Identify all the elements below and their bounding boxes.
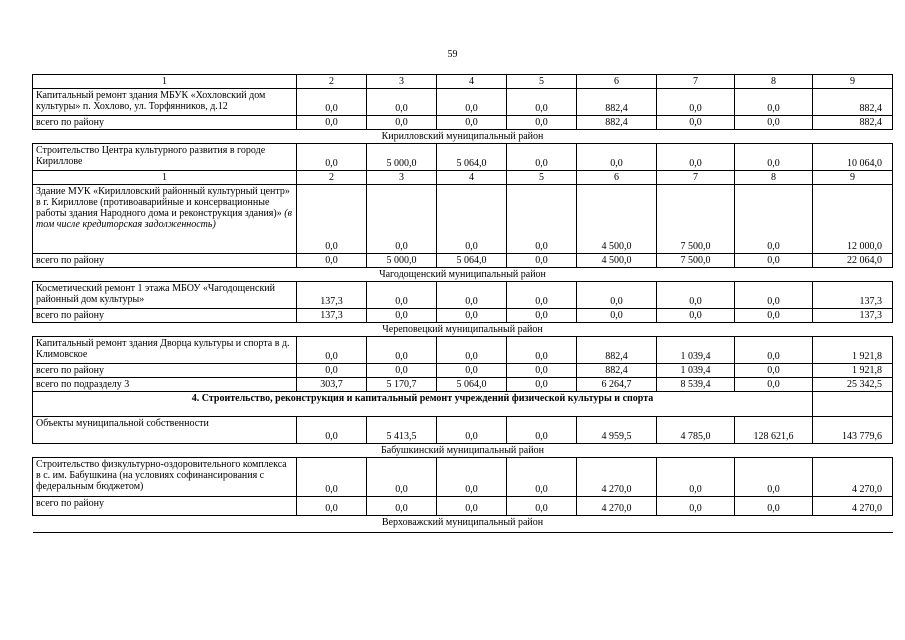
value-cell: 0,0 xyxy=(507,458,577,497)
column-number: 4 xyxy=(437,75,507,89)
value-cell: 5 170,7 xyxy=(367,378,437,392)
row-name-text: Капитальный ремонт здания Дворца культуры и спорта в д. Климовское xyxy=(36,338,290,360)
value-cell: 0,0 xyxy=(297,497,367,516)
value-cell: 0,0 xyxy=(507,89,577,116)
value-cell: 0,0 xyxy=(297,144,367,171)
value-cell: 4 959,5 xyxy=(577,417,657,444)
row-name-text: Объекты муниципальной собственности xyxy=(36,418,209,429)
value-cell: 0,0 xyxy=(367,497,437,516)
district-row xyxy=(33,516,893,533)
row-name-text: всего по подразделу 3 xyxy=(36,379,130,390)
column-number: 4 xyxy=(437,171,507,185)
value-cell: 0,0 xyxy=(657,309,735,323)
column-number: 1 xyxy=(33,75,297,89)
value-cell: 0,0 xyxy=(735,185,813,254)
value-cell: 7 500,0 xyxy=(657,185,735,254)
value-cell: 0,0 xyxy=(297,458,367,497)
row-name-text: всего по району xyxy=(36,310,105,321)
row-name xyxy=(33,144,297,171)
column-number: 9 xyxy=(813,75,893,89)
value-cell: 4 270,0 xyxy=(577,458,657,497)
district-row xyxy=(33,130,893,144)
value-cell: 0,0 xyxy=(507,144,577,171)
value-cell: 0,0 xyxy=(367,309,437,323)
value-cell: 882,4 xyxy=(813,89,893,116)
value-cell: 0,0 xyxy=(507,309,577,323)
table-row xyxy=(33,364,893,378)
value-cell: 0,0 xyxy=(297,89,367,116)
district-name: Верховажский муниципальный район xyxy=(33,516,893,533)
value-cell: 137,3 xyxy=(813,309,893,323)
column-number: 2 xyxy=(297,171,367,185)
value-cell: 0,0 xyxy=(437,337,507,364)
value-cell: 12 000,0 xyxy=(813,185,893,254)
row-name xyxy=(33,89,297,116)
value-cell: 0,0 xyxy=(437,282,507,309)
table-row xyxy=(33,89,893,116)
value-cell: 0,0 xyxy=(657,89,735,116)
value-cell: 137,3 xyxy=(813,282,893,309)
value-cell: 0,0 xyxy=(367,89,437,116)
district-name: Чагодощенский муниципальный район xyxy=(33,268,893,282)
value-cell: 137,3 xyxy=(297,282,367,309)
value-cell: 0,0 xyxy=(507,185,577,254)
value-cell: 882,4 xyxy=(577,89,657,116)
value-cell: 0,0 xyxy=(657,497,735,516)
value-cell: 143 779,6 xyxy=(813,417,893,444)
value-cell: 0,0 xyxy=(507,417,577,444)
row-name xyxy=(33,458,297,497)
value-cell: 0,0 xyxy=(437,364,507,378)
value-cell: 0,0 xyxy=(507,254,577,268)
value-cell: 8 539,4 xyxy=(657,378,735,392)
value-cell: 0,0 xyxy=(735,309,813,323)
row-name-text: всего по району xyxy=(36,498,105,509)
value-cell: 0,0 xyxy=(367,364,437,378)
value-cell: 0,0 xyxy=(297,417,367,444)
value-cell: 128 621,6 xyxy=(735,417,813,444)
value-cell: 0,0 xyxy=(437,417,507,444)
column-number-row xyxy=(33,171,893,185)
value-cell: 0,0 xyxy=(297,364,367,378)
column-number: 1 xyxy=(33,171,297,185)
value-cell: 6 264,7 xyxy=(577,378,657,392)
district-name: Череповецкий муниципальный район xyxy=(33,323,893,337)
page-number: 59 xyxy=(447,49,458,60)
district-row xyxy=(33,323,893,337)
value-cell: 882,4 xyxy=(577,116,657,130)
column-number: 3 xyxy=(367,75,437,89)
row-name xyxy=(33,417,297,444)
value-cell: 0,0 xyxy=(657,116,735,130)
value-cell: 25 342,5 xyxy=(813,378,893,392)
value-cell: 0,0 xyxy=(735,364,813,378)
value-cell: 0,0 xyxy=(367,185,437,254)
value-cell: 0,0 xyxy=(507,337,577,364)
value-cell: 1 039,4 xyxy=(657,364,735,378)
row-name xyxy=(33,185,297,254)
column-number: 7 xyxy=(657,75,735,89)
table-row xyxy=(33,116,893,130)
column-number: 6 xyxy=(577,75,657,89)
value-cell: 0,0 xyxy=(735,254,813,268)
value-cell: 0,0 xyxy=(735,458,813,497)
value-cell: 5 000,0 xyxy=(367,254,437,268)
row-name xyxy=(33,378,297,392)
value-cell: 0,0 xyxy=(437,89,507,116)
table-row xyxy=(33,144,893,171)
table-row xyxy=(33,378,893,392)
row-note: (в том числе кредиторская задолженность) xyxy=(36,208,292,230)
table-row xyxy=(33,497,893,516)
value-cell: 5 000,0 xyxy=(367,144,437,171)
value-cell: 0,0 xyxy=(735,116,813,130)
value-cell: 0,0 xyxy=(297,185,367,254)
row-name xyxy=(33,497,297,516)
value-cell: 0,0 xyxy=(437,116,507,130)
column-number: 5 xyxy=(507,171,577,185)
column-number: 6 xyxy=(577,171,657,185)
value-cell: 10 064,0 xyxy=(813,144,893,171)
row-name xyxy=(33,337,297,364)
row-name-text: Строительство Центра культурного развития в городе Кириллове xyxy=(36,145,266,167)
column-number: 7 xyxy=(657,171,735,185)
value-cell: 0,0 xyxy=(437,185,507,254)
value-cell: 882,4 xyxy=(813,116,893,130)
value-cell: 0,0 xyxy=(297,116,367,130)
value-cell: 0,0 xyxy=(577,309,657,323)
value-cell: 0,0 xyxy=(735,144,813,171)
value-cell: 0,0 xyxy=(297,337,367,364)
value-cell: 0,0 xyxy=(437,309,507,323)
value-cell: 22 064,0 xyxy=(813,254,893,268)
value-cell: 4 270,0 xyxy=(813,497,893,516)
value-cell: 0,0 xyxy=(657,458,735,497)
value-cell: 4 500,0 xyxy=(577,185,657,254)
value-cell: 5 064,0 xyxy=(437,144,507,171)
value-cell: 0,0 xyxy=(507,497,577,516)
value-cell: 1 921,8 xyxy=(813,337,893,364)
value-cell: 0,0 xyxy=(507,378,577,392)
value-cell: 882,4 xyxy=(577,337,657,364)
value-cell: 0,0 xyxy=(437,497,507,516)
row-name xyxy=(33,364,297,378)
district-row xyxy=(33,444,893,458)
column-number: 8 xyxy=(735,171,813,185)
row-name-text: всего по району xyxy=(36,365,105,376)
value-cell: 4 270,0 xyxy=(813,458,893,497)
value-cell: 0,0 xyxy=(437,458,507,497)
value-cell: 7 500,0 xyxy=(657,254,735,268)
table-row xyxy=(33,417,893,444)
value-cell: 4 500,0 xyxy=(577,254,657,268)
value-cell: 4 785,0 xyxy=(657,417,735,444)
value-cell: 0,0 xyxy=(735,89,813,116)
row-name-text: Капитальный ремонт здания МБУК «Хохловский дом культуры» п. Хохлово, ул. Торфянников, д.12 xyxy=(36,90,266,112)
value-cell: 0,0 xyxy=(735,282,813,309)
budget-table xyxy=(32,74,893,533)
value-cell: 0,0 xyxy=(297,254,367,268)
value-cell: 0,0 xyxy=(507,364,577,378)
section-row xyxy=(33,392,893,417)
row-name-text: Строительство физкультурно-оздоровительного комплекса в с. им. Бабушкина (на условиях софинансирования с федеральным бюджетом) xyxy=(36,459,287,492)
column-number: 3 xyxy=(367,171,437,185)
table-row xyxy=(33,337,893,364)
value-cell: 4 270,0 xyxy=(577,497,657,516)
value-cell: 0,0 xyxy=(367,337,437,364)
district-name: Бабушкинский муниципальный район xyxy=(33,444,893,458)
row-name-text: Здание МУК «Кирилловский районный культурный центр» в г. Кириллове (противоаварийные и консервационные работы здания Народного дома и реконструкция здания)» xyxy=(36,186,290,219)
row-name xyxy=(33,254,297,268)
table-row xyxy=(33,309,893,323)
table-row xyxy=(33,185,893,254)
value-cell: 0,0 xyxy=(507,116,577,130)
row-name xyxy=(33,116,297,130)
value-cell: 0,0 xyxy=(507,282,577,309)
value-cell: 0,0 xyxy=(735,378,813,392)
table-row xyxy=(33,282,893,309)
value-cell: 1 921,8 xyxy=(813,364,893,378)
column-number: 5 xyxy=(507,75,577,89)
value-cell: 0,0 xyxy=(367,458,437,497)
table-row xyxy=(33,254,893,268)
column-number: 9 xyxy=(813,171,893,185)
row-name xyxy=(33,282,297,309)
value-cell: 1 039,4 xyxy=(657,337,735,364)
district-row xyxy=(33,268,893,282)
row-name-text: всего по району xyxy=(36,255,105,266)
value-cell: 0,0 xyxy=(367,282,437,309)
value-cell: 5 413,5 xyxy=(367,417,437,444)
value-cell: 0,0 xyxy=(577,282,657,309)
table-row xyxy=(33,458,893,497)
value-cell: 0,0 xyxy=(735,337,813,364)
value-cell: 5 064,0 xyxy=(437,254,507,268)
value-cell: 0,0 xyxy=(577,144,657,171)
column-number-row xyxy=(33,75,893,89)
empty-cell xyxy=(813,392,893,417)
value-cell: 303,7 xyxy=(297,378,367,392)
row-name-text: всего по району xyxy=(36,117,105,128)
value-cell: 5 064,0 xyxy=(437,378,507,392)
value-cell: 137,3 xyxy=(297,309,367,323)
value-cell: 0,0 xyxy=(735,497,813,516)
row-name-text: Косметический ремонт 1 этажа МБОУ «Чагодощенский районный дом культуры» xyxy=(36,283,276,305)
row-name xyxy=(33,309,297,323)
column-number: 2 xyxy=(297,75,367,89)
value-cell: 882,4 xyxy=(577,364,657,378)
district-name: Кирилловский муниципальный район xyxy=(33,130,893,144)
section-title: 4. Строительство, реконструкция и капитальный ремонт учреждений физической культуры и спорта xyxy=(33,392,813,417)
value-cell: 0,0 xyxy=(657,282,735,309)
column-number: 8 xyxy=(735,75,813,89)
value-cell: 0,0 xyxy=(657,144,735,171)
value-cell: 0,0 xyxy=(367,116,437,130)
